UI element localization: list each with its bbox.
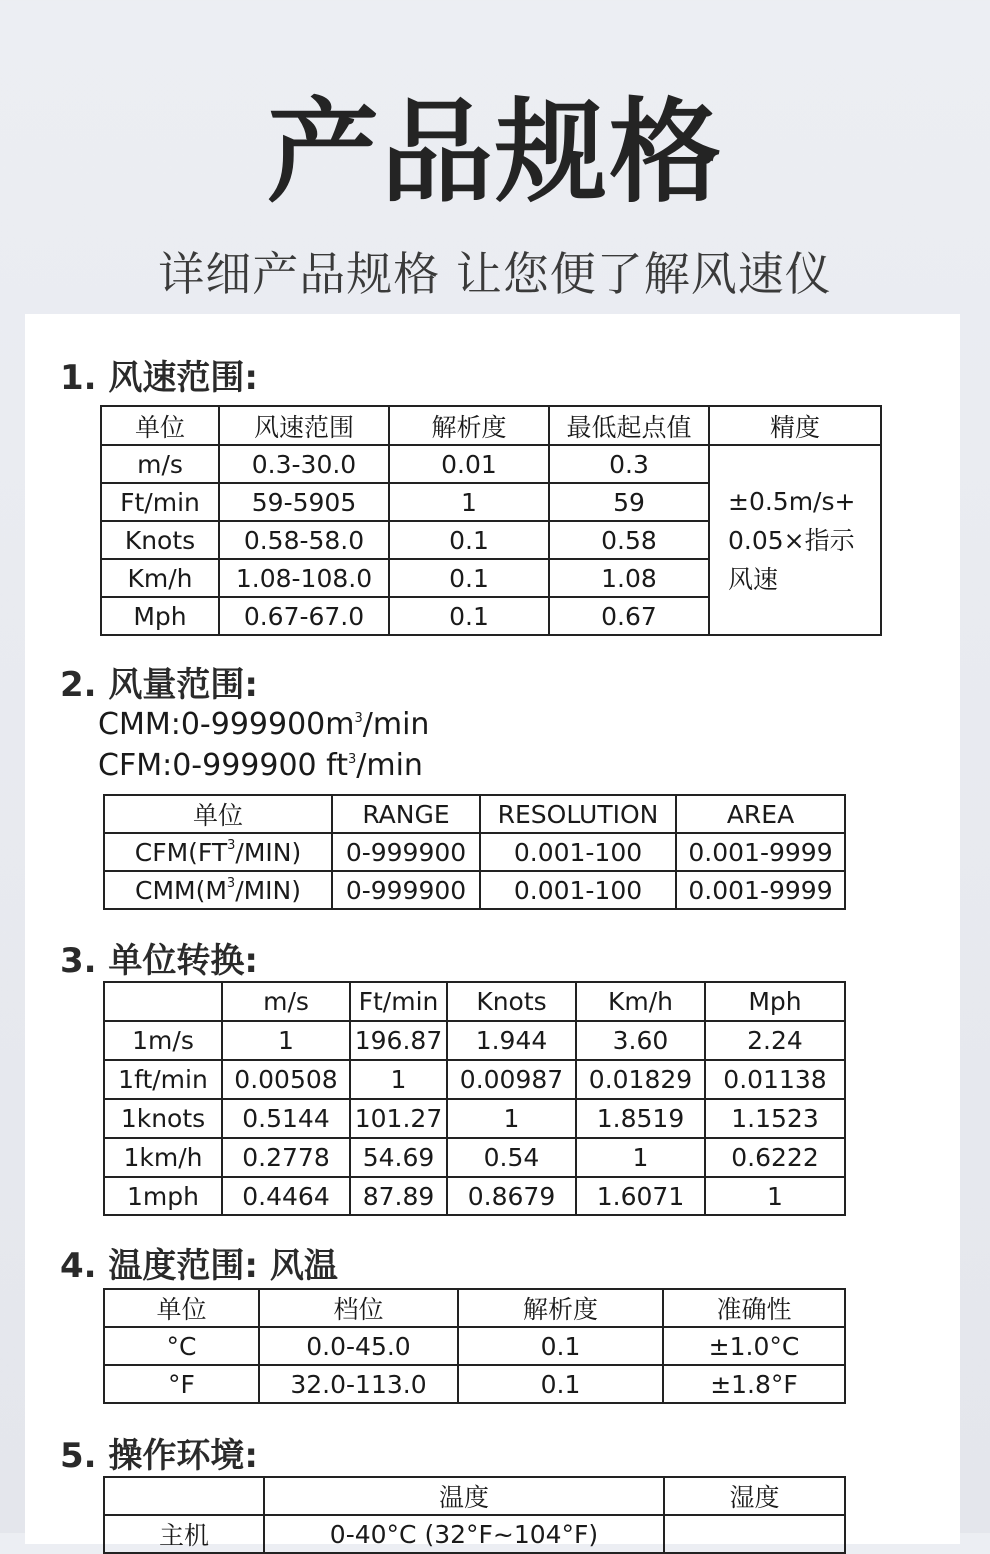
cfm-range-text: CFM:0-999900 ft	[98, 748, 348, 783]
header-cell: 精度	[709, 406, 881, 445]
unit-text: CMM(M	[134, 875, 227, 905]
superscript: 3	[354, 711, 363, 726]
table-cell: 0.58-58.0	[219, 521, 389, 559]
cfm-range-line	[98, 748, 423, 783]
unit-conversion-table	[103, 981, 846, 1216]
unit-text: CFM(FT	[134, 837, 228, 867]
table-cell: 1	[576, 1138, 705, 1177]
table-cell: ±1.8°F	[663, 1365, 845, 1403]
section-2-title: 2. 风量范围:	[60, 665, 259, 705]
table-header-row	[104, 1477, 845, 1515]
section-1-title: 1. 风速范围:	[60, 358, 259, 398]
table-cell: 196.87	[350, 1021, 447, 1060]
header-cell: 解析度	[389, 406, 549, 445]
header-cell: Km/h	[576, 982, 705, 1021]
header-cell: 单位	[104, 1289, 259, 1327]
table-cell: Knots	[101, 521, 219, 559]
table-cell: 0.67	[549, 597, 709, 635]
table-cell: 87.89	[350, 1177, 447, 1215]
table-row	[104, 1138, 845, 1177]
table-cell: ±1.0°C	[663, 1327, 845, 1365]
table-cell: 0.001-9999	[676, 871, 845, 909]
table-cell: m/s	[101, 445, 219, 483]
header-cell	[104, 982, 222, 1021]
wind-speed-table	[100, 405, 882, 636]
table-cell: 1.6071	[576, 1177, 705, 1215]
air-volume-table	[103, 794, 846, 910]
table-cell: 2.24	[705, 1021, 845, 1060]
accuracy-line: 0.05×指示	[728, 525, 855, 555]
table-cell: 0.001-9999	[676, 833, 845, 871]
table-cell: Km/h	[101, 559, 219, 597]
table-cell: 0.58	[549, 521, 709, 559]
table-cell: 0.1	[458, 1365, 663, 1403]
header-cell	[104, 1477, 264, 1515]
table-cell: 1m/s	[104, 1021, 222, 1060]
table-row	[104, 1177, 845, 1215]
table-cell: 0.01829	[576, 1060, 705, 1099]
page-subtitle: 详细产品规格 让您便了解风速仪	[158, 247, 832, 301]
table-cell: 1	[222, 1021, 350, 1060]
unit-text: /MIN)	[235, 875, 302, 905]
header-cell: Ft/min	[350, 982, 447, 1021]
table-cell: 0.1	[458, 1327, 663, 1365]
unit-text: /MIN)	[235, 837, 302, 867]
table-header-row	[104, 1289, 845, 1327]
table-cell: 0.1	[389, 597, 549, 635]
table-row	[104, 833, 845, 871]
table-cell: 1ft/min	[104, 1060, 222, 1099]
table-cell	[104, 871, 332, 909]
table-cell: 59-5905	[219, 483, 389, 521]
table-cell: 1knots	[104, 1099, 222, 1138]
table-cell: 1	[705, 1177, 845, 1215]
table-cell	[664, 1515, 845, 1553]
table-cell: 0.2778	[222, 1138, 350, 1177]
table-cell: 0.54	[447, 1138, 576, 1177]
table-cell: 0.01138	[705, 1060, 845, 1099]
table-cell: 0.01	[389, 445, 549, 483]
table-cell: 0.1	[389, 521, 549, 559]
header-cell: 最低起点值	[549, 406, 709, 445]
cmm-range-line	[98, 707, 429, 742]
table-cell: 0.8679	[447, 1177, 576, 1215]
header-cell: Mph	[705, 982, 845, 1021]
table-cell: 0.00508	[222, 1060, 350, 1099]
section-3-title: 3. 单位转换:	[60, 941, 259, 981]
table-cell: 1.08	[549, 559, 709, 597]
table-row	[104, 1365, 845, 1403]
section-4-title: 4. 温度范围: 风温	[60, 1246, 338, 1286]
table-cell: 0.1	[389, 559, 549, 597]
accuracy-cell	[709, 445, 881, 635]
table-cell: °F	[104, 1365, 259, 1403]
table-cell: 1.944	[447, 1021, 576, 1060]
table-cell: 主机	[104, 1515, 264, 1553]
operating-environment-table	[103, 1476, 846, 1554]
table-cell: 1.1523	[705, 1099, 845, 1138]
table-cell: 0.67-67.0	[219, 597, 389, 635]
table-cell: 0.001-100	[480, 871, 676, 909]
accuracy-line: ±0.5m/s+	[728, 486, 856, 516]
table-row	[104, 1060, 845, 1099]
table-cell: 0.5144	[222, 1099, 350, 1138]
superscript: 3	[226, 875, 236, 891]
header-cell: 准确性	[663, 1289, 845, 1327]
table-cell: 1mph	[104, 1177, 222, 1215]
table-cell: 0.00987	[447, 1060, 576, 1099]
header-cell: Knots	[447, 982, 576, 1021]
table-cell: °C	[104, 1327, 259, 1365]
header-cell: m/s	[222, 982, 350, 1021]
table-header-row	[104, 795, 845, 833]
header-cell: 湿度	[664, 1477, 845, 1515]
header-cell: 单位	[101, 406, 219, 445]
section-5-title: 5. 操作环境:	[60, 1436, 259, 1476]
table-cell: 1km/h	[104, 1138, 222, 1177]
table-header-row	[104, 982, 845, 1021]
temperature-table	[103, 1288, 846, 1404]
table-cell: 3.60	[576, 1021, 705, 1060]
cmm-range-unit: /min	[362, 707, 430, 742]
table-row	[104, 1021, 845, 1060]
table-row	[104, 871, 845, 909]
table-cell: 1	[447, 1099, 576, 1138]
superscript: 3	[227, 837, 236, 853]
header-cell: RANGE	[332, 795, 480, 833]
header-cell: 温度	[264, 1477, 664, 1515]
table-row	[104, 1099, 845, 1138]
header-cell: 解析度	[458, 1289, 663, 1327]
accuracy-line: 风速	[728, 564, 779, 594]
table-cell: 101.27	[350, 1099, 447, 1138]
table-cell: 1	[350, 1060, 447, 1099]
table-cell: 1	[389, 483, 549, 521]
cmm-range-text: CMM:0-999900m	[98, 707, 355, 742]
table-header-row	[101, 406, 881, 445]
table-cell	[104, 833, 332, 871]
table-cell: Mph	[101, 597, 219, 635]
table-row	[101, 445, 881, 483]
table-cell: 32.0-113.0	[259, 1365, 458, 1403]
table-cell: 0-999900	[332, 833, 480, 871]
table-cell: 0.3-30.0	[219, 445, 389, 483]
table-row	[104, 1327, 845, 1365]
table-cell: 1.08-108.0	[219, 559, 389, 597]
table-cell: 0.001-100	[480, 833, 676, 871]
table-row	[104, 1515, 845, 1553]
table-cell: Ft/min	[101, 483, 219, 521]
table-cell: 0.6222	[705, 1138, 845, 1177]
header-cell: 档位	[259, 1289, 458, 1327]
page-title: 产品规格	[267, 88, 723, 218]
table-cell: 0.4464	[222, 1177, 350, 1215]
cfm-range-unit: /min	[356, 748, 423, 783]
header-cell: 单位	[104, 795, 332, 833]
header-cell: 风速范围	[219, 406, 389, 445]
superscript: 3	[347, 752, 357, 767]
table-cell: 0-40°C (32°F~104°F)	[264, 1515, 664, 1553]
table-cell: 1.8519	[576, 1099, 705, 1138]
header-cell: AREA	[676, 795, 845, 833]
header-cell: RESOLUTION	[480, 795, 676, 833]
table-cell: 59	[549, 483, 709, 521]
table-cell: 0-999900	[332, 871, 480, 909]
table-cell: 0.0-45.0	[259, 1327, 458, 1365]
table-cell: 54.69	[350, 1138, 447, 1177]
table-cell: 0.3	[549, 445, 709, 483]
